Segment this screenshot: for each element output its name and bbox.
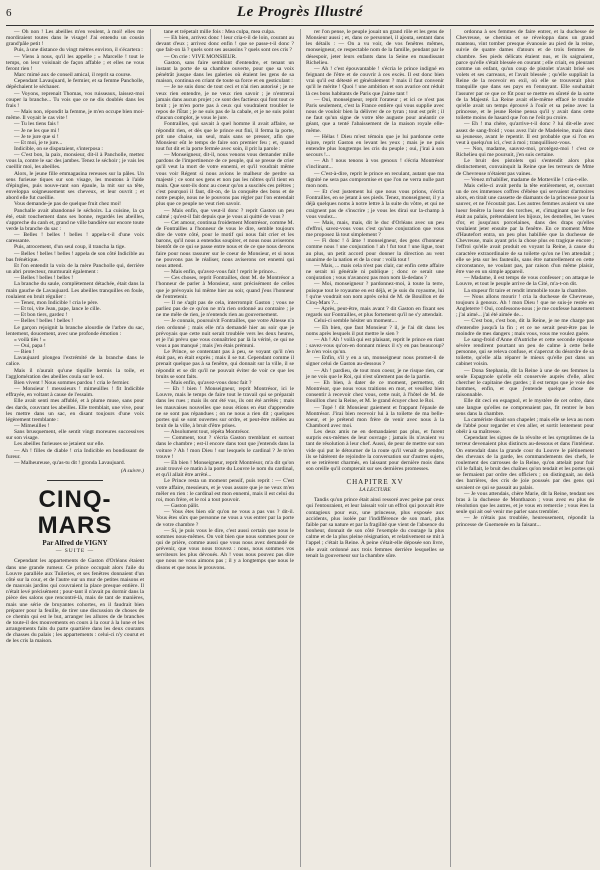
masthead: Le Progrès Illustré	[236, 4, 364, 20]
paragraph: Elle dit ceci en espagnol, et le mystère de cet ordre, dans une langue qu'elles ne comprenaient pas, fit rentrer le bon sens dans la chambre.	[456, 398, 594, 417]
paragraph: — Eh bien, arrivez donc ! leur cria-t-il de loin, courant au devant d'eux ; arrivez donc enfin ! que se passe-t-il donc ? que fait-on là ? quels sont ses assassins ? quels sont ces cris ?	[156, 35, 294, 54]
paragraph: — Ah ! nous tenons à vos genoux ! s'écria Montrésor s'inclinant...	[306, 158, 444, 171]
paragraph: La camériste disait son chapelet ; mais elle se leva au nom de l'abbé pour regarder et s'en aller, et sortit lentement pour obéir à sa maîtresse.	[456, 416, 594, 436]
paragraph: Mais celle-ci avait perdu la tête entièrement, et, ouvrant un de ces immenses coffres d'ébène qui servaient d'armoires alors, en tirait une cassette de diamants de la princesse pour la sauver, et ne l'écoutait pas. Les autres femmes avaient vu une lueur fenêtre la lueur des torches, et, s'imaginant que le feu était au palais, prétendaient les bijoux, les dentelles, les vases d'or, et jusqu'aux porcelaines, dans des draps qu'elles voulaient jeter ensuite par la fenêtre. En ce moment Mme d'Hautefort entra, un peu plus habillée que la duchesse de Chevreuse, mais ayant pris la chose plus en tragique encore ; l'effroi qu'elle avait produit en voyant la Reine, à cause du caractère extraordinaire de sa toilette qu'on ne l'en attendait ; elle se jeta sur les fauteuils, sans être naturellement en cette circonstance, ne voulant pas, par raison d'un même plaisir, être vue en un simple appareil.	[456, 182, 594, 276]
paragraph: — Oui, monseigneur, reprit l'orateur ; et ici ce n'est pas Paris seulement, c'est la France entière qui vous supplie avec nous de vouloir bien la délivrer de ce tyran ; tout est prêt ; il ne faut qu'un signe de votre tête auguste pour anéantir ce géant, que a tenté l'abaissement de la maison royale elle-même.	[306, 96, 444, 134]
paragraph: — Belles ! belles ! belles !	[14, 318, 74, 325]
paragraph: Marc mimé aux de conseil amical, il reprit sa course.	[14, 72, 132, 79]
paragraph: — Eh bien, que faut Monsieur ? il, je l'ai dit dans les noms après lesquels il put mettre le sien ?	[306, 324, 444, 337]
paragraph: — Comment, tout ? s'écria Gaston tremblant et surtout dans le chambre ; est-il encore dans tout que j'entends dans la voiture ? Ah ! mon Dieu ! sur lesquels le cardinal ? Je m'en trouve !	[156, 435, 294, 460]
page-header	[6, 4, 594, 24]
column-2-text	[156, 29, 294, 571]
column-3	[300, 29, 444, 867]
paragraph: — Voyons, reprenait Thomas, vos ruisseaux, laissez-moi couper la branche... Tu vois que ce ne dis doublés dans les frais !	[6, 90, 144, 109]
paragraph: — Fi donc ! ô âme ! monseigneur, des gens d'honneur comme nous ! une conjuration ! ah ! fut tout ! une ligue, tout au plus, un petit accord pour donner la direction au vent unanime de la nation et de la cour : voilà tout !	[306, 238, 444, 263]
paragraph: — Dona Stephania, dit la Reine à une de ses femmes la seule Espagnole qu'elle eût conservée auprès d'elle, allez chercher le capitaine des gardes ; il est temps que je voie des hommes, enfin, et que j'entende quelque chose de raisonnable.	[456, 367, 594, 399]
column-3-text-b	[306, 497, 444, 559]
paragraph: Cependant les signes de la révolte et les symptômes de la terreur devenaient plus distincts au-dessous et dans l'intérieur. On entendait dans la grande cour du Louvre le piétinement des chevaux de la garde, les commandements des chefs, le roulement des carrosses de la Reine, qu'on attelait pour fuir s'il le fallait, le bruit des chaînes qu'on tendait et les portes qui se fermaient par ordre des officiers ; on distinguait, au delà des barrières, des cris de joie poussés par des gens qui savaient ce qui se passait au palais.	[456, 435, 594, 491]
paragraph: — Et toi, vite Jean, pape, lance le cille.	[14, 306, 101, 313]
paragraph: Puis, atrocement, d'un seul coup, il trancha la tige.	[14, 244, 126, 251]
serial-note: — SUITE —	[55, 548, 95, 555]
paragraph: Gaston, sans faire semblant d'entendre, et tenant un instant la porte de sa chambre ouverte, pour que sa voix pénétrât jusque dans les galeries où étaient les gens de sa maison, continua en criant de toute sa force et en gesticulant :	[156, 59, 294, 85]
page-number: 6	[6, 7, 12, 19]
paragraph: Cependant les appartements de Gaston d'Orléans étaient dans une grande rumeur. Ce prince occupait alors l'aile du Louvre parallèle aux Tuileries, et ses fenêtres donnaient d'un côté sur la cour, et de l'autre sur un mur de petites maisons et de mauvais jardins qui couvraient la place presque entière. Il n'était levé précisément ; pour-tant il n'avait pu dormir dans la pièce des salons que rencontré-là, mais de tant de manières, mais une série de bruyantes cohortes, en il faudrait bien préparer pour la feuille, de tirer une discussion de choses de ce chemin qui est le but, arranger les allures de de branches de toute-il des mouvements en cours à la cour à la lune et les arrangements faits du parte quartière dans les deux courants de chasses du palais ; les appartements : celui-ci n'y courut et de les cris la maison.	[6, 558, 144, 645]
paragraph: — Belles ! belles ! belles ! appela-t-il d'une voix caressante.	[6, 232, 144, 245]
paragraph: — Après, peut-être, mais avant ? dit Gaston en fixant ses regards sur Fontrailles, et plus fortement qu'il ne s'y attendait.	[306, 306, 444, 319]
paragraph: — Hélas ! Dieu m'est témoin que je lui pardonne cette injure, reprit Gaston en levant les yeux ; mais je ne puis entendre plus longtemps les cris du peuple ; oui, j'irai à son secours !...	[306, 133, 444, 159]
paragraph: — Topé ! dit Monsieur gaiement et frappant l'épaule de Montrésor. J'irai bien recevoir lui à la toilette de ma belle-soeur, et je prétend mon frère de venir avec nous à la Chambord avec moi.	[306, 404, 444, 429]
column-2	[150, 29, 294, 867]
paragraph: — On crie : VIVE MONSIEUR.	[164, 53, 237, 60]
paragraph: — Mais enfin, que veut-il donc ? reprit Gaston un peu calmé ; qu'est-il fait depuis que je vous ai quitté de vous ?	[156, 207, 294, 220]
column-1-text-a	[6, 29, 144, 466]
column-1-text-b	[6, 558, 144, 644]
column-3-text-a	[306, 29, 444, 472]
paragraph: Le Prince resta un moment pensif, puis reprit : — C'est votre affaire, messieurs, et je vous assure que je ne veux m'en mêler en rien : le cardinal est mon ennemi, mais il est celui du roi, mon frère, et le roi a tout pouvoir.	[156, 478, 294, 503]
paragraph: — Mais, mais, mais, dit le duc d'Orléans avec un peu d'effroi, savez-vous vous c'est qu'une conjuration que vous me proposez là tout simplement ?	[306, 219, 444, 239]
paragraph: — Madame, il est temps de vous confesser ; on attaque le Louvre, et tout le peuple arrive de la Cité, m'a-t-on dit.	[456, 275, 594, 288]
serial-author: Par Alfred de VIGNY	[42, 539, 108, 548]
paragraph: Fontrailles, qui savait à quel homme il avait affaire, se répondit rien, et dès que le prince eut fini, il ferma la porte, prit une chaise, un seul, mais sans se presser, afin que Monsieur eût le temps de faire son premier feu ; et, quand tout fut dit et la porte fermée avec soin, il prit la parole :	[156, 121, 294, 152]
paragraph: La branche du saule, complètement détachée, était dans la main gauche de Lavaujuard. Les abeilles tranquilles en foule, roulaient en bruit régulier :	[6, 281, 144, 300]
paragraph: — Belles ! belles ! belles !	[14, 275, 74, 282]
paragraph: — Je te jure que si !	[14, 133, 59, 140]
paragraph: — Ah ! filles de diable ! cria Indicible en bondissant de fureur.	[6, 447, 144, 460]
paragraph: — Il ne s'agit pas de cela, interrompit Gaston ; vous ne parliez pas de ce qu'on ne m'a rien ordonné au contraire ; je ne me mêle de rien, je n'entends rien au gouvernement.	[156, 299, 294, 319]
paragraph: — Enfin, s'il y en a un, monseigneur nous promet-il de signer celui de Gaston au-dessous ?	[306, 355, 444, 368]
paragraph: Et l'on entendit la voix de la mère Pancholle qui, derrière un abri protecteur, murmurait également :	[6, 262, 144, 276]
paragraph: Elle avait senti mes affublé, et à plume muse, sans pour des dards, couvrant les abeilles. Elle tremblait, une vive, pour les mettre dans un sac, en disant toujours d'une voix légèrement tremblante :	[6, 398, 144, 423]
paragraph: — Nous allons mourir ! cria la duchesse de Chevreuse, toujours à genoux. Ah ! mon Dieu ! que ne suis-je restée en Angleterre ! Oui, confessons-nous ; je me confesse hautement ; j'ai aimé... j'ai été aimée de...	[456, 293, 594, 319]
paragraph: — Et bon tiers, gardez !	[14, 312, 68, 319]
paragraph: — Tu les tiens fais !	[14, 121, 59, 128]
paragraph: Le bruit des pistolets qui s'entendit alors plus distinctement, convainquit la Reine que les terreurs de Mme de Chevreuse n'étaient pas vaines.	[456, 158, 594, 177]
paragraph: — Belles ! belles ! belles ! appela de son côté Indicible au bas frénétique.	[6, 250, 144, 263]
paragraph: Sans brusquement, elle sentit vingt moreures successives sur son visage.	[6, 429, 144, 442]
paragraph: — Je vous attendais, chère Marie, dit la Reine, tendant ses bras à la duchesse de Montbazon ; vous avez eu plus de résolution que les autres, et je vous en remercie ; vous êtes la seule qui ait osé venir me parler sans trembler.	[456, 490, 594, 516]
paragraph: « voilà tiès ! »	[14, 336, 46, 343]
paragraph: — Je ne suis donc de tout ceci et n'ai rien autorisé ; je ne veux rien entendre, je ne veux rien savoir ; je n'entrerai jamais dans aucun projet ; ce sont des factieux qui font tout ce bruit ; je m'en porte pas à ceux qui voudraient troubler le repos de l'État ; je ne suis pas de la cabale, et je ne suis point d'aucun complot, je vous le jure.	[156, 84, 294, 122]
paragraph: — C'est bon, la paix, monsieur, dit-il à Pancholle, mettez vous la, contre le sac des jambes. Tenez le séchoir ; je vais les cueillir moi, les abeilles.	[6, 152, 144, 171]
paragraph: Puis, à une distance du vingt mètres environ, il s'écartera :	[14, 47, 143, 54]
paragraph: — Bien !	[14, 349, 35, 356]
paragraph: — Je connais, poursuivit Fontrailles, que votre Altesse n'a rien ordonné ; mais elle m'a demandé hier au soir que je prévoyais que cette nuit serait troublée vers les deux heures, et je l'ai prévu que vous connaîtriez par là la vérité, ce qui ne vous a pas manqué ; mais j'en étais prémuni.	[156, 318, 294, 349]
paragraph: — Monseigneur, dit-il, nous venons vous demander mille pardons de l'impertinence de ce peuple, qui se presse de crier qu'il veut la mort de votre ennemi, et qu'il voudrait même vous voir Régent si nous avions le malheur de perdre sa majesté ; ce sont ses gens et non pas les nôtres qu'il tient en main. Que sont-ils donc au coeur qu'on a suscités ces prêtres ; c'est pourquoi il faut, dit-on, de la conquête des bons et de notre peuple, nous ne le pouvons pas régler par l'on entendait plus que ce peuple ne veut rien savoir.	[156, 152, 294, 208]
header-rule	[6, 25, 594, 26]
section-divider	[47, 480, 102, 481]
paragraph: — Venez m'habiller, madame de Motteville ! cria-t-elle.	[464, 176, 589, 183]
paragraph: — Tenez, mon Indicible ! cria le père.	[14, 299, 99, 306]
paragraph: — Eh ! ma chère, qu'arrive-t-il donc ? lui dit-elle avec assez de sang-froid ; vous avez l'air de Madeleine, mais dans sa jeunesse, avant le repentir. Il est probable que si l'on en veut à quelqu'un ici, c'est à moi ; tranquillisez-vous.	[456, 121, 594, 146]
paragraph: — Mimeuilles !	[14, 423, 50, 429]
paragraph: — Ah ! pardieu, de tout mon coeur, je ne risque rien, car je ne vois que le Roi, qui n'est sûrement pas de la partie.	[306, 367, 444, 380]
paragraph: ordonna à ses femmes de faire entrer, et la duchesse de Chevreuse, se chemisa et se réveloppa dans un grand manteau, vint tomber presque évanouie au pied de la reine, suivie de quatre dames d'atours et de trois femmes de chambre. Ses pieds délicats étaient nus, et ils saignaient, parce qu'elle s'était blessée en courant ; elle criait, en pleurant comme un enfant, qu'un coup de pistolet n'avait brisé ses volets et ses carreaux, et l'avait blessée ; qu'elle suppliait la Reine de la recevoir en exil, où elle se trouverait plus tranquille que dans ses pays en l'ennuyant. Elle souhaitait l'assurer par ce que ce fût pour se mettre en sûreté de la sorte de la Majesté. La Reine avait elle-même effacé le trouble qu'elle avait un temps éprouvé à l'ouïr et sa peine avec la princesse, et le jeune Reine pensa qu'il y avait dans cette toilette moins de hasard que l'on ne l'eût pu croire.	[456, 29, 594, 122]
text-columns	[6, 29, 594, 867]
paragraph: tane et trépetait mille fois : Mea culpa, mea culpa.	[164, 29, 276, 35]
paragraph: — Ah ! Ah ! voilà qui est plaisant, reprit le prince en riant : savez-vous qu'on-en donnant mieux il s'y en pas beaucoup? Je n'en vois qu'un.	[306, 336, 444, 356]
paragraph: — Oui, papa !	[14, 342, 46, 349]
paragraph: — Mais enfin, qu'avez-vous donc fait ?	[164, 379, 252, 386]
chapter-title: CHAPITRE XV	[346, 478, 404, 487]
paragraph: — Absolument tout, répéta Montrésor.	[164, 429, 250, 436]
paragraph: La stupeur fit taire et rendit immobile toute la chambre.	[464, 287, 588, 294]
paragraph: — Oh non ! Les abeilles m'en veulent, à moi! elles me mordiraient toutes dans le visage! J'ai entendu un cousin grand'pâle petit !	[6, 29, 144, 48]
paragraph: — Moi, monseigneur ? pardonnez-moi, à toute la terre, puisque tout le royaume en est déjà, et je suis du royaume, lui ! qu'ne voudrait son nom après celui de M. de Bouillon et de Cinq-Mars ?...	[306, 281, 444, 306]
paragraph: — Ah ! c'est épouvantable ! s'écria le prince indigné en feignant de l'être et de couvrir à ces excès. Il est donc bien vrai qu'il est détesté et généralement ? mais il faut convenir qu'il le mérite ! Quoi ! une ambition et son avarice ont réduit là ces bons habitants de Paris que j'aime tant !	[306, 65, 444, 97]
paragraph: Le garçon rejoignit la branche alourdie de l'arbre du sac, lentement, doucement, avec une profonde émotion :	[6, 324, 144, 337]
to-be-continued: (A suivre.)	[120, 468, 144, 475]
paragraph: — Eh bien, à dater de ce moment, permettez, dit Montrésor, que nous vous traitions en mot, et veuillez bien consentir à recevoir chez vous, cette nuit, à l'hôtel de M. de Bouillon chez la Reine, et M. le grand écuyer chez le Roi.	[306, 379, 444, 405]
paragraph: — Non, madame, sauvez-moi, protégez-moi ! c'est ce Richelieu qui me poursuit, j'en suis certaine.	[456, 145, 594, 159]
paragraph: — Et moi, je te jure...	[14, 139, 63, 146]
paragraph: Bien vivent ! Nous sommes pardou ! cria le fermier.	[14, 379, 130, 386]
paragraph: — Vous êtes bien sûr qu'on ne vous a pas vus ? dit-il. Vous êtes sûrs que personne ne vous a vus entrer par la porte de votre chambre ?	[156, 509, 294, 528]
paragraph: Les abeilles furieuses se jetaient sur elle.	[14, 441, 105, 448]
paragraph: — Viens à nous, qu'il les appelle ; « Marcelle ! tout le temps, on leur voisinait de façon affable ; et elles ne vous feront rien !	[6, 53, 144, 72]
paragraph: — Cet amour, continua froidement Montrésor, comme M. de Fontrailles a l'honneur de vous le dire, semble toujours dire de votre côté, pour le motif qui nous fait crier et les barons, qu'il nous a entendus soupirer, et nous nous aviserons bientôt de ce qui se passe entre nous et de ce que nous devons faire pour nous rassurer sur le coeur de Monsieur, et si nous ne pouvons pas le réaliser, nous aviserons cet ennemi qui nous attend.	[156, 219, 294, 269]
column-1	[6, 29, 144, 867]
paragraph: — Et c'est justement lui que nous vous prions, s'écria Fontrailles, en se jetant à ses pieds. Tenez, monseigneur, il y a déjà quelques noms à notre lettre à la suite du vôtre, et qui ne craignent pas de s'inscrire ; je vous les dirai sur la-champ à vous voulez...	[306, 189, 444, 220]
paragraph: — Si, je puis vous le dire, c'est aussi certain que nous le sommes nous-mêmes. On voit bien que nous sommes pour ce qui de prière, comme aussi que vous nous avez demandé de prévenir, que vous nous trouvez : nous, nous sommes vos serviteurs les plus dévoués. Ah ! vous nous pouvez pas dire que nous ne vous aimons pas ; il y a longtemps que nous le disons et que nous le prouvons.	[156, 527, 294, 571]
paragraph: — Eh bien ! Monseigneur, reprit Montrésor, m'a dit qu'on avait trouvé ce matin à la porte du Louvre le nom du cardinal, et qu'il allait être arrêté...	[156, 459, 294, 479]
paragraph: — Mais non, répondit la femme, je m'en occupe bien moi-même. Il voyait le cas vite !	[6, 109, 144, 122]
paragraph: — C'est bon, c'est bon, dit la Reine, je ne me charge pas d'entendre jusqu'à la fin ; et ce ne serait peut-être pas le moindre de mes dangers ; mais vous, vous me voulez guère.	[456, 318, 594, 337]
paragraph: — Je n'étais pas troublée, heureusement, répondit la princesse de Guemenée en la faisant...	[456, 515, 594, 528]
paragraph: — Ces choses, reprit Fontrailles, dont M. de Montrésor a l'honneur de parler à Monsieur, sont précisément de celles que je prévoyais lui même hier au soir, quand j'eus l'honneur de l'entretenir.	[156, 275, 294, 300]
paragraph: — Mais, ... mais cela n'est pas clair, car enfin cette affaire ne serait ni générale ni publique ; donc ce serait une conjuration ; vous n'avancez pas mon nom là-dedans ?	[306, 262, 444, 282]
paragraph: Vous demande-je pas de quelque fruit chez moi!	[14, 201, 121, 208]
paragraph: — Gaston pâlit.	[164, 503, 200, 510]
paragraph: Celui-ci semble hésiter un moment....	[314, 318, 398, 325]
paragraph: Mais il n'aurait qu'une tiquille hermis la toile, et l'agglomération des abeilles coula sur le sol.	[6, 367, 144, 380]
paragraph: Panchalle avait abandonné le séchoirs. La cuisine, la ça été, etait touchement dans ses bonne, regardés les abeilles, s'appreche du canh et, grand ne ville bandière sur encore toute verde la branche du sac :	[6, 207, 144, 232]
chapter-subtitle: LA LECTURE	[359, 487, 391, 494]
serial-title: CINQ-MARS	[37, 486, 113, 540]
paragraph: — Monsieur ! messsieurs ! mimeuilles ! fit Indicible effrayée, en voltant à cause de l'essaim.	[6, 386, 144, 399]
paragraph: Les deux amis ne en demandaient pas plus, et furent surpris eux-mêmes de leur ouvrage ; jamais ils n'avaient vu tant de résolution à leur chef. Aussi, de peur de mettre sur son vide qui put le détourner de la route qu'il venait de prendre, ils se hâtèrent de rejoindre la conversation sur d'autres sujets, et se retirèrent charmés, en laissant pour dernière mois dans son oreille qu'il compterait sur ses dernières promesses.	[306, 429, 444, 473]
paragraph: Indicible, on se disputaient, s'interposa :	[14, 145, 103, 152]
paragraph: — C'est-à-dire, reprit le prince en reculant, autant que ma dignité ne sera pas compromise et que l'on ne verra nulle part mon nom.	[306, 170, 444, 189]
paragraph: rer l'on pense, le peuple jouait un grand rôle et les gens de Monsieur aussi ; et, dans ce personnel, il ajouta, sentant dans les détails : — On a vu voir, de vos fenêtres mêmes, monseigneur, ce respectable nom de la famille, pendant par le désespoir, jeter leurs enfants dans la Seine en maudissant Richelieu.	[306, 29, 444, 66]
paragraph: — Mais enfin, qu'avez-vous fait ! reprit le prince...	[164, 269, 277, 276]
column-4-text	[456, 29, 594, 528]
paragraph: — Eh ! bien ! Monseigneur, reprit Montrésor, ici le Louvre, mais le temps de faire tout le travail qui se préparait dans les rues ; mais ils ont été vus, ils ont été arrêtés ; mais les mauvaises nouvelles que nous étions en état d'apprendre ne se sont pas répandues ; on ne nous a rien dit ; quelques portes qui se sont ouvertes sur ordre, et peut-être mêlées au bruit de la ville, à bruit d'être prises.	[156, 386, 294, 429]
paragraph: Cependant Lavaujuard, le fermier, et sa femme Pancholle, dépêchaient le séchauer.	[6, 78, 144, 91]
paragraph: Lavaujuard plongea l'extrémité de la branche dans le calice.	[6, 355, 144, 368]
paragraph: Le sang-froid d'Anne d'Autriche et cette seconde réponse sévère rendirent pourtant un peu de calme à cette belle personne, qui se releva confuse, et s'apercut du désordre de sa toilette, qu'elle alla réparer le mieux qu'elle put dans un cabinet voisin.	[456, 336, 594, 368]
column-4	[450, 29, 594, 867]
paragraph: — Malheureuse, qu'as-tu dit ! gronda Lavaujuard.	[14, 459, 125, 466]
paragraph: — Je ne les que mi !	[14, 127, 60, 134]
paragraph: Le Prince, se contentant pas à peu, se voyant qu'il n'en était pas, en était exprès ; mais il se tut. Cependant comme il prenait quelque pas à sa fenêtre, qui donnait sur la ville, il se répondit et se dit qu'il ne pouvait éviter de voir ce que les bruits se sont faits.	[156, 349, 294, 380]
paragraph: Alors, le jeune fille emmagasina rereuses sur la pâles. Un sens furieuse tiques sur son visage, les moutons à l'aide d'épingles, puis nouve-rant son épaule, la mit sur sa tête, enveloppa soigneusement ses cheveux, et leur ouvrit ; et abord elle fut cueillie.	[6, 170, 144, 202]
paragraph: Tandis qu'un prince était ainsi ressoré avec peine par ceux qui l'entouraient, et leur laissait voir un effroi qui pouvait être contagieux pour eux, une princesse, plus exposée aux accidents, plus isolée par l'indifférence de son mari, plus faible par sa nature et par la fragilité que vient de l'absence du bonheur, donnait de son côté l'exemple du courage la plus calme et de la plus pleine résignation, et relativement se mit à l'appel ; c'était la Reine. À peine s'était-elle déposée son livre, elle avait ordonné aux trois femmes derrière lesquelles se tenait la gouverneur sur la chambre sûre.	[306, 497, 444, 559]
